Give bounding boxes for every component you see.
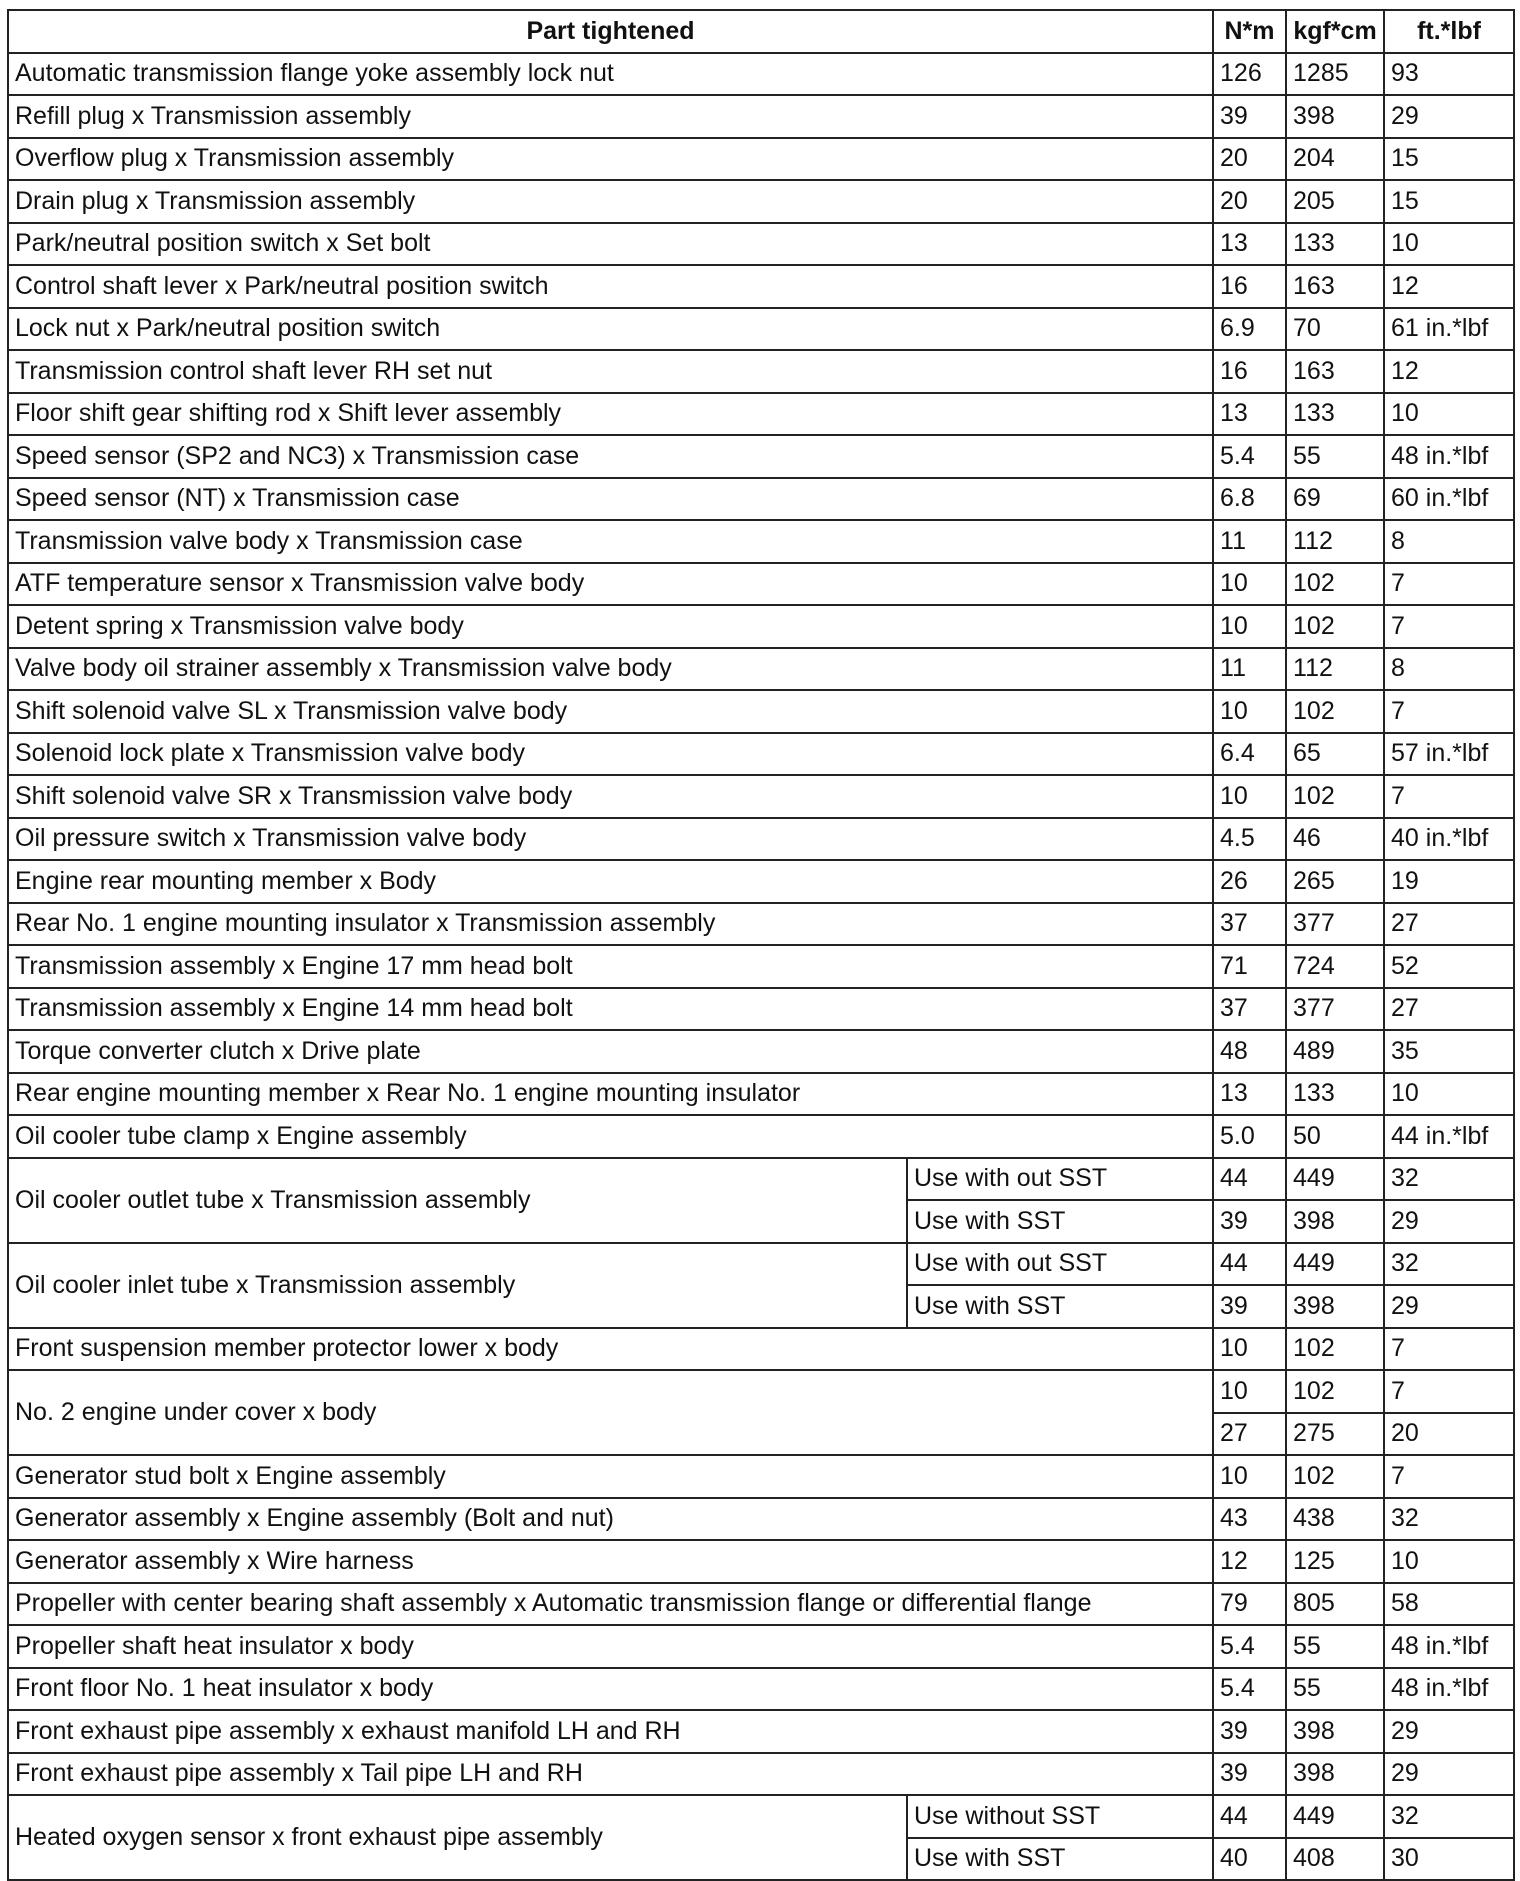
table-row — [8, 350, 1514, 393]
nm-cell: 44 — [1213, 1243, 1286, 1286]
nm-cell: 79 — [1213, 1583, 1286, 1626]
ftlbf-cell: 32 — [1384, 1795, 1514, 1838]
kgf-cell: 489 — [1286, 1030, 1384, 1073]
kgf-cell: 102 — [1286, 605, 1384, 648]
ftlbf-cell: 30 — [1384, 1838, 1514, 1881]
table-row — [8, 690, 1514, 733]
part-cell: Engine rear mounting member x Body — [8, 860, 1213, 903]
part-cell: Refill plug x Transmission assembly — [8, 95, 1213, 138]
kgf-cell: 112 — [1286, 520, 1384, 563]
condition-cell: Use with SST — [907, 1285, 1213, 1328]
part-cell: Rear No. 1 engine mounting insulator x Transmission assembly — [8, 903, 1213, 946]
ftlbf-cell: 10 — [1384, 1540, 1514, 1583]
nm-cell: 6.8 — [1213, 478, 1286, 521]
part-cell: Shift solenoid valve SR x Transmission valve body — [8, 775, 1213, 818]
part-cell: Floor shift gear shifting rod x Shift lever assembly — [8, 393, 1213, 436]
table-row — [8, 1073, 1514, 1116]
table-row — [8, 95, 1514, 138]
ftlbf-cell: 12 — [1384, 350, 1514, 393]
kgf-cell: 204 — [1286, 138, 1384, 181]
part-cell: Speed sensor (SP2 and NC3) x Transmission case — [8, 435, 1213, 478]
table-row — [8, 308, 1514, 351]
nm-cell: 39 — [1213, 1753, 1286, 1796]
part-cell: Generator stud bolt x Engine assembly — [8, 1455, 1213, 1498]
part-cell: Overflow plug x Transmission assembly — [8, 138, 1213, 181]
table-row — [8, 1030, 1514, 1073]
ftlbf-cell: 19 — [1384, 860, 1514, 903]
ftlbf-cell: 27 — [1384, 903, 1514, 946]
nm-cell: 16 — [1213, 350, 1286, 393]
nm-cell: 27 — [1213, 1413, 1286, 1456]
part-cell: Oil cooler outlet tube x Transmission assembly — [8, 1158, 907, 1243]
ftlbf-cell: 32 — [1384, 1158, 1514, 1201]
condition-cell: Use with SST — [907, 1838, 1213, 1881]
nm-cell: 4.5 — [1213, 818, 1286, 861]
nm-cell: 6.4 — [1213, 733, 1286, 776]
torque-specification-table — [7, 9, 1515, 1881]
part-cell: Front suspension member protector lower x body — [8, 1328, 1213, 1371]
nm-cell: 40 — [1213, 1838, 1286, 1881]
part-cell: ATF temperature sensor x Transmission valve body — [8, 563, 1213, 606]
part-cell: Generator assembly x Wire harness — [8, 1540, 1213, 1583]
kgf-cell: 50 — [1286, 1115, 1384, 1158]
table-row — [8, 1753, 1514, 1796]
part-cell: Solenoid lock plate x Transmission valve body — [8, 733, 1213, 776]
ftlbf-cell: 61 in.*lbf — [1384, 308, 1514, 351]
kgf-cell: 133 — [1286, 1073, 1384, 1116]
ftlbf-cell: 48 in.*lbf — [1384, 1668, 1514, 1711]
header-row — [8, 10, 1514, 53]
ftlbf-cell: 48 in.*lbf — [1384, 435, 1514, 478]
nm-cell: 10 — [1213, 1328, 1286, 1371]
nm-cell: 13 — [1213, 223, 1286, 266]
ftlbf-cell: 60 in.*lbf — [1384, 478, 1514, 521]
ftlbf-cell: 52 — [1384, 945, 1514, 988]
table-row — [8, 605, 1514, 648]
kgf-cell: 398 — [1286, 1710, 1384, 1753]
nm-cell: 39 — [1213, 1200, 1286, 1243]
kgf-cell: 102 — [1286, 690, 1384, 733]
table-row — [8, 1668, 1514, 1711]
table-row — [8, 775, 1514, 818]
kgf-cell: 102 — [1286, 775, 1384, 818]
part-cell: Front exhaust pipe assembly x exhaust manifold LH and RH — [8, 1710, 1213, 1753]
part-cell: Heated oxygen sensor x front exhaust pipe assembly — [8, 1795, 907, 1880]
ftlbf-cell: 32 — [1384, 1498, 1514, 1541]
part-cell: Shift solenoid valve SL x Transmission valve body — [8, 690, 1213, 733]
ftlbf-cell: 7 — [1384, 1328, 1514, 1371]
nm-cell: 39 — [1213, 95, 1286, 138]
ftlbf-cell: 7 — [1384, 563, 1514, 606]
part-cell: Propeller shaft heat insulator x body — [8, 1625, 1213, 1668]
ftlbf-cell: 12 — [1384, 265, 1514, 308]
ftlbf-cell: 57 in.*lbf — [1384, 733, 1514, 776]
ftlbf-cell: 10 — [1384, 393, 1514, 436]
ftlbf-cell: 10 — [1384, 223, 1514, 266]
kgf-cell: 438 — [1286, 1498, 1384, 1541]
part-cell: Oil cooler tube clamp x Engine assembly — [8, 1115, 1213, 1158]
header-part-tightened: Part tightened — [8, 10, 1213, 53]
ftlbf-cell: 32 — [1384, 1243, 1514, 1286]
nm-cell: 37 — [1213, 903, 1286, 946]
kgf-cell: 449 — [1286, 1243, 1384, 1286]
table-row — [8, 435, 1514, 478]
ftlbf-cell: 7 — [1384, 1370, 1514, 1413]
ftlbf-cell: 7 — [1384, 605, 1514, 648]
part-cell: Oil cooler inlet tube x Transmission assembly — [8, 1243, 907, 1328]
kgf-cell: 398 — [1286, 1285, 1384, 1328]
table-row — [8, 1328, 1514, 1371]
nm-cell: 12 — [1213, 1540, 1286, 1583]
nm-cell: 6.9 — [1213, 308, 1286, 351]
nm-cell: 71 — [1213, 945, 1286, 988]
ftlbf-cell: 7 — [1384, 690, 1514, 733]
table-row — [8, 733, 1514, 776]
table-row — [8, 1540, 1514, 1583]
nm-cell: 11 — [1213, 648, 1286, 691]
kgf-cell: 449 — [1286, 1158, 1384, 1201]
table-row — [8, 1243, 1514, 1286]
kgf-cell: 398 — [1286, 1200, 1384, 1243]
ftlbf-cell: 10 — [1384, 1073, 1514, 1116]
ftlbf-cell: 7 — [1384, 1455, 1514, 1498]
kgf-cell: 163 — [1286, 265, 1384, 308]
nm-cell: 37 — [1213, 988, 1286, 1031]
table-row — [8, 818, 1514, 861]
kgf-cell: 449 — [1286, 1795, 1384, 1838]
part-cell: Control shaft lever x Park/neutral position switch — [8, 265, 1213, 308]
condition-cell: Use with out SST — [907, 1243, 1213, 1286]
part-cell: Generator assembly x Engine assembly (Bolt and nut) — [8, 1498, 1213, 1541]
kgf-cell: 65 — [1286, 733, 1384, 776]
ftlbf-cell: 8 — [1384, 520, 1514, 563]
kgf-cell: 102 — [1286, 1328, 1384, 1371]
condition-cell: Use without SST — [907, 1795, 1213, 1838]
table-row — [8, 1115, 1514, 1158]
ftlbf-cell: 15 — [1384, 138, 1514, 181]
kgf-cell: 724 — [1286, 945, 1384, 988]
part-cell: Valve body oil strainer assembly x Transmission valve body — [8, 648, 1213, 691]
table-row — [8, 860, 1514, 903]
ftlbf-cell: 29 — [1384, 1200, 1514, 1243]
table-row — [8, 1795, 1514, 1838]
condition-cell: Use with out SST — [907, 1158, 1213, 1201]
nm-cell: 20 — [1213, 138, 1286, 181]
table-row — [8, 903, 1514, 946]
table-row — [8, 1370, 1514, 1413]
kgf-cell: 275 — [1286, 1413, 1384, 1456]
ftlbf-cell: 35 — [1384, 1030, 1514, 1073]
kgf-cell: 398 — [1286, 1753, 1384, 1796]
kgf-cell: 265 — [1286, 860, 1384, 903]
table-row — [8, 265, 1514, 308]
kgf-cell: 205 — [1286, 180, 1384, 223]
nm-cell: 10 — [1213, 1455, 1286, 1498]
nm-cell: 126 — [1213, 53, 1286, 96]
table-row — [8, 1583, 1514, 1626]
nm-cell: 5.4 — [1213, 1625, 1286, 1668]
part-cell: Propeller with center bearing shaft assembly x Automatic transmission flange or differential flange — [8, 1583, 1213, 1626]
table-row — [8, 393, 1514, 436]
condition-cell: Use with SST — [907, 1200, 1213, 1243]
nm-cell: 11 — [1213, 520, 1286, 563]
part-cell: Transmission valve body x Transmission case — [8, 520, 1213, 563]
kgf-cell: 133 — [1286, 393, 1384, 436]
kgf-cell: 102 — [1286, 563, 1384, 606]
part-cell: Transmission assembly x Engine 14 mm head bolt — [8, 988, 1213, 1031]
table-row — [8, 1158, 1514, 1201]
table-row — [8, 138, 1514, 181]
table-row — [8, 223, 1514, 266]
ftlbf-cell: 29 — [1384, 95, 1514, 138]
nm-cell: 10 — [1213, 690, 1286, 733]
kgf-cell: 377 — [1286, 903, 1384, 946]
kgf-cell: 112 — [1286, 648, 1384, 691]
table-row — [8, 1710, 1514, 1753]
table-row — [8, 988, 1514, 1031]
ftlbf-cell: 40 in.*lbf — [1384, 818, 1514, 861]
nm-cell: 48 — [1213, 1030, 1286, 1073]
part-cell: Transmission control shaft lever RH set nut — [8, 350, 1213, 393]
nm-cell: 5.4 — [1213, 435, 1286, 478]
nm-cell: 13 — [1213, 393, 1286, 436]
table-row — [8, 648, 1514, 691]
table-row — [8, 1498, 1514, 1541]
kgf-cell: 133 — [1286, 223, 1384, 266]
nm-cell: 5.0 — [1213, 1115, 1286, 1158]
ftlbf-cell: 20 — [1384, 1413, 1514, 1456]
kgf-cell: 46 — [1286, 818, 1384, 861]
table-row — [8, 180, 1514, 223]
kgf-cell: 102 — [1286, 1455, 1384, 1498]
kgf-cell: 55 — [1286, 1668, 1384, 1711]
ftlbf-cell: 7 — [1384, 775, 1514, 818]
kgf-cell: 70 — [1286, 308, 1384, 351]
header-nm: N*m — [1213, 10, 1286, 53]
kgf-cell: 125 — [1286, 1540, 1384, 1583]
header-ft-lbf: ft.*lbf — [1384, 10, 1514, 53]
table-row — [8, 478, 1514, 521]
table-row — [8, 53, 1514, 96]
kgf-cell: 408 — [1286, 1838, 1384, 1881]
part-cell: Front floor No. 1 heat insulator x body — [8, 1668, 1213, 1711]
part-cell: Speed sensor (NT) x Transmission case — [8, 478, 1213, 521]
ftlbf-cell: 15 — [1384, 180, 1514, 223]
nm-cell: 39 — [1213, 1710, 1286, 1753]
kgf-cell: 805 — [1286, 1583, 1384, 1626]
table-row — [8, 945, 1514, 988]
ftlbf-cell: 44 in.*lbf — [1384, 1115, 1514, 1158]
kgf-cell: 377 — [1286, 988, 1384, 1031]
table-row — [8, 563, 1514, 606]
part-cell: Detent spring x Transmission valve body — [8, 605, 1213, 648]
part-cell: Lock nut x Park/neutral position switch — [8, 308, 1213, 351]
table-row — [8, 1455, 1514, 1498]
part-cell: No. 2 engine under cover x body — [8, 1370, 1213, 1455]
kgf-cell: 398 — [1286, 95, 1384, 138]
header-kgf-cm: kgf*cm — [1286, 10, 1384, 53]
nm-cell: 26 — [1213, 860, 1286, 903]
nm-cell: 43 — [1213, 1498, 1286, 1541]
nm-cell: 10 — [1213, 775, 1286, 818]
ftlbf-cell: 58 — [1384, 1583, 1514, 1626]
part-cell: Drain plug x Transmission assembly — [8, 180, 1213, 223]
nm-cell: 39 — [1213, 1285, 1286, 1328]
kgf-cell: 69 — [1286, 478, 1384, 521]
nm-cell: 10 — [1213, 563, 1286, 606]
ftlbf-cell: 93 — [1384, 53, 1514, 96]
kgf-cell: 55 — [1286, 435, 1384, 478]
table-row — [8, 1625, 1514, 1668]
kgf-cell: 102 — [1286, 1370, 1384, 1413]
ftlbf-cell: 48 in.*lbf — [1384, 1625, 1514, 1668]
ftlbf-cell: 29 — [1384, 1285, 1514, 1328]
kgf-cell: 55 — [1286, 1625, 1384, 1668]
ftlbf-cell: 29 — [1384, 1753, 1514, 1796]
nm-cell: 20 — [1213, 180, 1286, 223]
ftlbf-cell: 27 — [1384, 988, 1514, 1031]
nm-cell: 10 — [1213, 1370, 1286, 1413]
table-row — [8, 520, 1514, 563]
ftlbf-cell: 8 — [1384, 648, 1514, 691]
part-cell: Park/neutral position switch x Set bolt — [8, 223, 1213, 266]
ftlbf-cell: 29 — [1384, 1710, 1514, 1753]
part-cell: Torque converter clutch x Drive plate — [8, 1030, 1213, 1073]
kgf-cell: 1285 — [1286, 53, 1384, 96]
part-cell: Transmission assembly x Engine 17 mm head bolt — [8, 945, 1213, 988]
part-cell: Rear engine mounting member x Rear No. 1 engine mounting insulator — [8, 1073, 1213, 1116]
nm-cell: 10 — [1213, 605, 1286, 648]
nm-cell: 44 — [1213, 1795, 1286, 1838]
part-cell: Front exhaust pipe assembly x Tail pipe LH and RH — [8, 1753, 1213, 1796]
nm-cell: 5.4 — [1213, 1668, 1286, 1711]
part-cell: Automatic transmission flange yoke assembly lock nut — [8, 53, 1213, 96]
kgf-cell: 163 — [1286, 350, 1384, 393]
nm-cell: 13 — [1213, 1073, 1286, 1116]
part-cell: Oil pressure switch x Transmission valve body — [8, 818, 1213, 861]
nm-cell: 44 — [1213, 1158, 1286, 1201]
nm-cell: 16 — [1213, 265, 1286, 308]
